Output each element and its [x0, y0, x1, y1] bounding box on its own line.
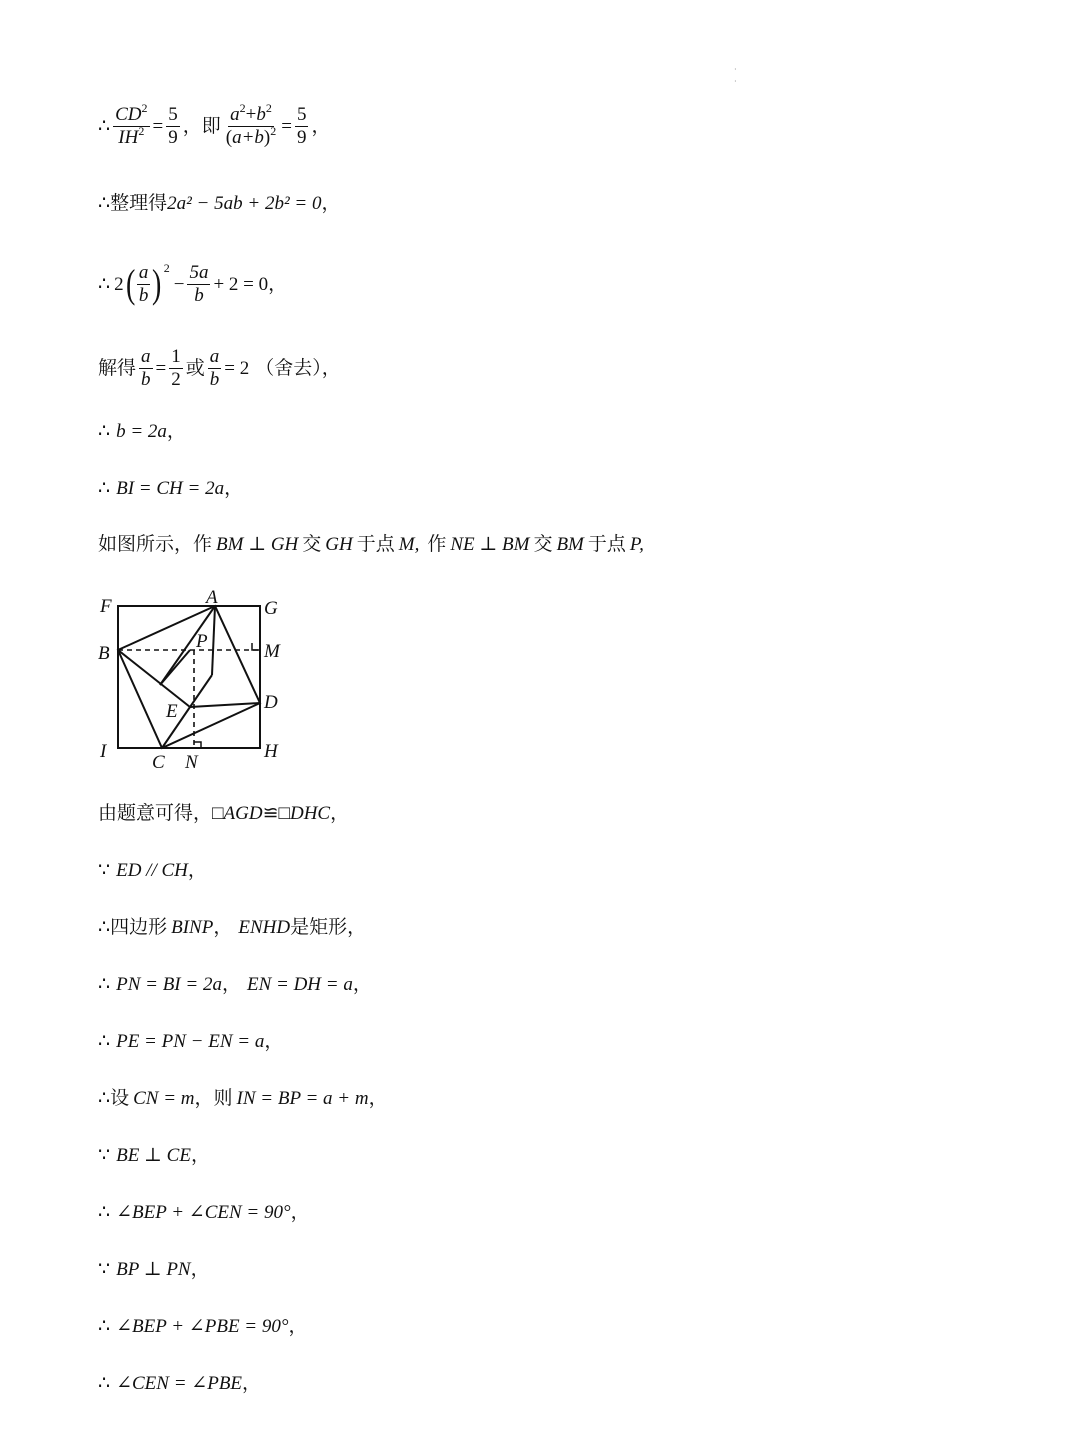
punctuation: ，: [224, 478, 244, 499]
punctuation: ，: [311, 115, 331, 137]
equation-line-3: ∴ 2 ( $\frac{a}{b}$ ) 2 − $\frac{5a}{b}$ + 2 = 0 ，: [98, 261, 288, 307]
equals-sign: =: [155, 357, 167, 379]
math-expression: 2a² − 5ab + 2b² = 0: [167, 193, 322, 214]
equation-line-6: [98, 479, 243, 498]
equation-line-13: [98, 1089, 388, 1108]
punctuation: ，: [368, 1088, 388, 1109]
therefore-symbol: ∴: [98, 974, 111, 995]
equation-line-4: [98, 346, 341, 391]
punctuation: ，: [268, 273, 288, 295]
label-b: B: [98, 643, 110, 664]
because-symbol: ∵: [98, 860, 111, 881]
label-f: F: [100, 596, 112, 617]
numerator-cd: CD: [115, 104, 142, 125]
text: 于点: [587, 534, 626, 555]
math-expression: DHC: [289, 803, 331, 824]
exponent: 2: [138, 123, 145, 138]
segment-ed: [190, 703, 260, 707]
page-corner-marks: · ·: [734, 65, 737, 86]
because-symbol: ∵: [98, 1145, 111, 1166]
segment-ap-inner: [160, 650, 190, 685]
triangle-placeholder-box: □: [212, 803, 224, 824]
right-angle-mark-m: [252, 643, 260, 650]
math-expression: BE ⊥ CE: [116, 1145, 191, 1166]
math-expression: + 2 = 0: [213, 273, 269, 295]
math-expression: BM: [556, 534, 584, 555]
fraction-a-b: [208, 346, 222, 391]
numerator: 5: [296, 104, 307, 125]
math-expression: ∠CEN = ∠PBE: [116, 1373, 243, 1394]
math-expression: P,: [629, 534, 644, 555]
text: 于点: [356, 534, 395, 555]
label-a: A: [206, 587, 218, 608]
math-expression: ∠BEP + ∠PBE = 90°: [116, 1316, 289, 1337]
math-expression: ENHD: [238, 917, 291, 938]
math-expression: ∠BEP + ∠CEN = 90°: [116, 1202, 291, 1223]
punctuation: ，: [321, 193, 341, 214]
therefore-symbol: ∴: [98, 421, 111, 442]
exponent: 2: [239, 101, 246, 115]
fraction-a-b: [139, 346, 153, 391]
numerator-5a: 5a: [189, 262, 209, 283]
text-ji: ，即: [182, 115, 221, 137]
equals-sign: =: [281, 115, 292, 137]
fraction-5-9: [166, 104, 180, 149]
denominator: 2: [171, 368, 181, 390]
denominator: 9: [168, 126, 178, 148]
punctuation: ，: [264, 1031, 284, 1052]
therefore-symbol: ∴: [98, 115, 111, 137]
fraction-a2b2: $\frac{a^2+b^2}{(a+b)^2}$: [225, 101, 277, 148]
text: 整理得: [110, 193, 168, 214]
fraction-5-9: [295, 104, 309, 149]
denominator: 9: [296, 126, 307, 148]
equation-line-12: [98, 1032, 283, 1051]
therefore-symbol: ∴: [98, 1031, 111, 1052]
math-expression: BP ⊥ PN: [116, 1259, 191, 1280]
exponent: 2: [270, 123, 277, 138]
label-c: C: [152, 752, 165, 773]
congruent-symbol: ≌: [262, 803, 279, 824]
equation-line-1: [98, 101, 331, 149]
text: 解得: [98, 357, 137, 379]
numerator: 1: [171, 346, 181, 367]
because-symbol: ∵: [98, 1259, 111, 1280]
var-a: a: [230, 104, 240, 125]
label-d: D: [264, 692, 278, 713]
square-fghi: [118, 606, 260, 748]
fraction-cd-ih: [113, 101, 149, 149]
plus-sign: +: [245, 104, 257, 125]
math-expression: GH: [325, 534, 353, 555]
note-text: （舍去），: [255, 357, 341, 379]
therefore-symbol: ∴: [98, 1316, 111, 1337]
exponent: 2: [141, 101, 148, 115]
math-expression: PN = BI = 2a: [116, 974, 222, 995]
math-expression: b = 2a: [116, 421, 167, 442]
denominator-a-plus-b: a+b: [232, 126, 264, 148]
math-expression: CN = m: [133, 1088, 195, 1109]
therefore-symbol: ∴: [98, 273, 111, 295]
equation-line-7: [98, 535, 644, 554]
punctuation: ，: [352, 974, 372, 995]
math-expression: PE = PN − EN = a: [116, 1031, 265, 1052]
denominator-b: b: [138, 284, 149, 306]
quadrilateral-abcd: [118, 606, 260, 748]
text: 由题意可得，: [98, 803, 213, 824]
punctuation: ，: [213, 917, 233, 938]
text: ，则: [194, 1088, 233, 1109]
minus-sign: −: [173, 273, 185, 295]
punctuation: ，: [330, 803, 350, 824]
exponent: 2: [265, 101, 272, 115]
text: 交: [302, 534, 322, 555]
text: 四边形: [110, 917, 168, 938]
denominator-b: b: [209, 368, 220, 390]
geometry-figure: [90, 585, 320, 775]
therefore-symbol: ∴: [98, 1202, 111, 1223]
text: 是矩形，: [290, 917, 367, 938]
math-expression: BI = CH = 2a: [116, 478, 225, 499]
math-expression: EN = DH = a: [246, 974, 353, 995]
equals-sign: =: [152, 115, 164, 137]
punctuation: ，: [166, 421, 186, 442]
punctuation: ，: [187, 860, 207, 881]
text-or: 或: [185, 357, 205, 379]
fraction-a-b: [137, 262, 151, 307]
equation-line-5: [98, 422, 186, 441]
numerator-a: a: [141, 346, 151, 367]
equation-line-11: [98, 975, 372, 994]
fraction-1-2: [169, 346, 183, 391]
therefore-symbol: ∴: [98, 1088, 111, 1109]
label-g: G: [264, 598, 278, 619]
denominator-b: b: [141, 368, 151, 390]
therefore-symbol: ∴: [98, 478, 111, 499]
label-m: M: [264, 641, 280, 662]
numerator-a: a: [138, 262, 149, 283]
punctuation: ，: [190, 1259, 210, 1280]
label-e: E: [166, 701, 178, 722]
label-i: I: [100, 741, 107, 762]
text: 作: [427, 534, 447, 555]
equation-line-16: [98, 1260, 210, 1279]
coefficient: 2: [114, 273, 124, 295]
punctuation: ，: [288, 1316, 308, 1337]
label-h: H: [264, 741, 278, 762]
therefore-symbol: ∴: [98, 917, 111, 938]
math-expression: ED // CH: [116, 860, 188, 881]
math-expression: NE ⊥ BM: [450, 534, 530, 555]
equation-line-9: [98, 861, 207, 880]
therefore-symbol: ∴: [98, 1373, 111, 1394]
equation-line-8: [98, 804, 349, 823]
text: 如图所示，作: [98, 534, 213, 555]
text: 交: [533, 534, 553, 555]
fraction-5a-b: [187, 262, 210, 307]
punctuation: ，: [290, 1202, 310, 1223]
numerator: 5: [168, 104, 178, 125]
therefore-symbol: ∴: [98, 193, 111, 214]
equation-line-2: [98, 194, 340, 213]
equation-line-10: [98, 918, 366, 937]
numerator-a: a: [209, 346, 220, 367]
label-n: N: [185, 752, 198, 773]
math-expression: = 2: [224, 357, 250, 379]
punctuation: ，: [242, 1373, 262, 1394]
punctuation: ，: [221, 974, 241, 995]
math-expression: BM ⊥ GH: [216, 534, 299, 555]
exponent: 2: [163, 261, 170, 276]
math-expression: IN = BP = a + m: [236, 1088, 369, 1109]
math-expression: BINP: [171, 917, 214, 938]
equation-line-15: [98, 1203, 310, 1222]
math-expression: M,: [398, 534, 420, 555]
equation-line-14: [98, 1146, 210, 1165]
segment-pd: [212, 606, 215, 675]
denominator-b: b: [194, 284, 204, 306]
text: 设: [110, 1088, 130, 1109]
triangle-placeholder-box: □: [278, 803, 290, 824]
var-b: b: [256, 104, 266, 125]
label-p: P: [196, 631, 208, 652]
denominator-ih: IH: [118, 126, 139, 148]
equation-line-17: [98, 1317, 307, 1336]
equation-line-18: [98, 1374, 261, 1393]
math-expression: AGD: [223, 803, 263, 824]
punctuation: ，: [190, 1145, 210, 1166]
